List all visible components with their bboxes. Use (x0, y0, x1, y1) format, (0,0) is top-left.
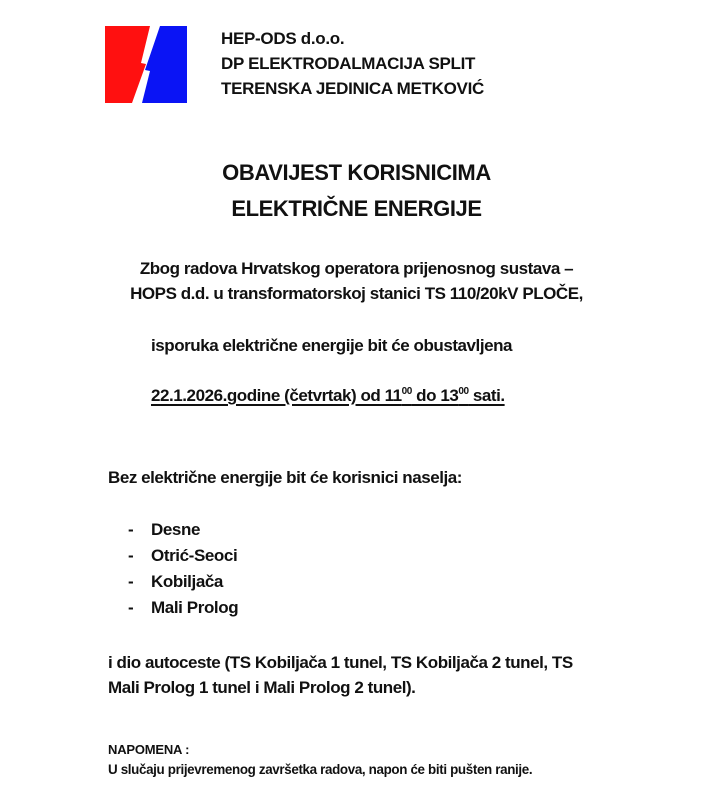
company-name: HEP-ODS d.o.o. (221, 29, 345, 48)
note-label: NAPOMENA : (108, 742, 190, 757)
logo-blue-part (142, 26, 187, 103)
affected-heading: Bez električne energije bit će korisnici naselja: (108, 468, 463, 487)
list-dash: - (128, 520, 134, 539)
list-dash: - (128, 572, 134, 591)
division-name: DP ELEKTRODALMACIJA SPLIT (221, 54, 476, 73)
outage-until: do 13 (411, 386, 459, 405)
settlement-name: Desne (151, 520, 201, 539)
note-text: U slučaju prijevremenog završetka radova, napon će biti pušten ranije. (108, 762, 533, 777)
start-minutes: 00 (401, 386, 412, 397)
highway-line-1: i dio autoceste (TS Kobiljača 1 tunel, TS Kobiljača 2 tunel, TS (108, 653, 573, 672)
highway-line-2: Mali Prolog 1 tunel i Mali Prolog 2 tunel). (108, 678, 416, 697)
notice-title-line-1: OBAVIJEST KORISNICIMA (222, 160, 491, 185)
intro-line-1: Zbog radova Hrvatskog operatora prijenosnog sustava – (139, 259, 574, 278)
outage-unit: sati. (468, 386, 505, 405)
settlement-name: Otrić-Seoci (151, 546, 238, 565)
outage-date: 22.1.2026.godine (četvrtak) od 11 (151, 386, 402, 405)
list-dash: - (128, 546, 134, 565)
logo-red-part (105, 26, 150, 103)
outage-schedule (151, 386, 505, 406)
end-minutes: 00 (458, 386, 469, 397)
field-unit-name: TERENSKA JEDINICA METKOVIĆ (221, 79, 484, 98)
notice-title-line-2: ELEKTRIČNE ENERGIJE (231, 196, 482, 221)
list-dash: - (128, 598, 134, 617)
intro-line-2: HOPS d.d. u transformatorskoj stanici TS 110/20kV PLOČE, (130, 284, 583, 303)
hep-logo-icon (104, 25, 188, 105)
supply-interruption-text: isporuka električne energije bit će obustavljena (151, 336, 513, 355)
settlement-name: Kobiljača (151, 572, 223, 591)
settlement-name: Mali Prolog (151, 598, 239, 617)
